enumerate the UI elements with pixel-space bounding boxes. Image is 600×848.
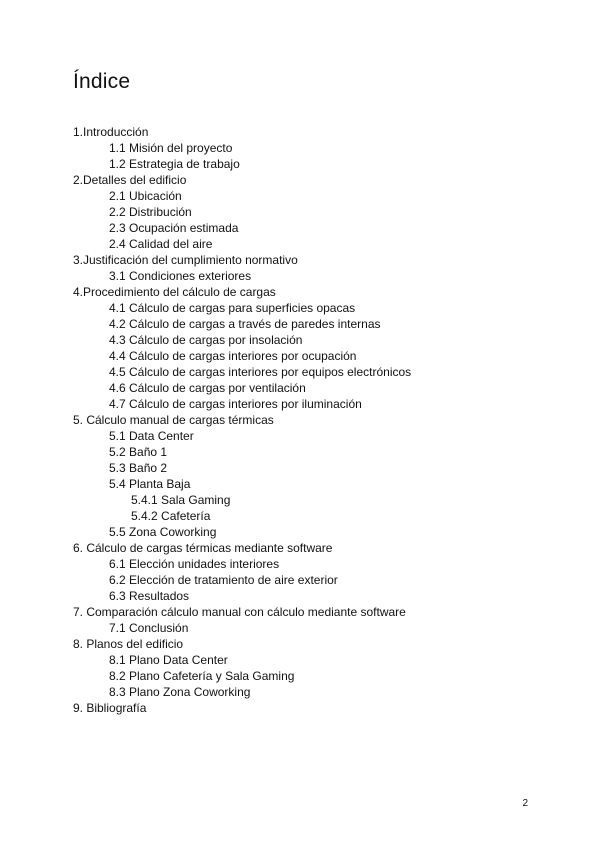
toc-entry: 4.7 Cálculo de cargas interiores por iluminación <box>109 397 362 411</box>
toc-entry: 4.Procedimiento del cálculo de cargas <box>73 285 276 299</box>
toc-entry: 4.5 Cálculo de cargas interiores por equipos electrónicos <box>109 365 412 379</box>
toc-entry: 8.3 Plano Zona Coworking <box>109 685 251 699</box>
toc-entry: 5.1 Data Center <box>109 429 194 443</box>
toc-entry: 2.Detalles del edificio <box>73 173 187 187</box>
toc-entry: 5.3 Baño 2 <box>109 461 168 475</box>
toc-entry: 8. Planos del edificio <box>73 637 184 651</box>
toc-entry: 4.3 Cálculo de cargas por insolación <box>109 333 303 347</box>
toc-entry: 5.4 Planta Baja <box>109 477 191 491</box>
toc-entry: 1.Introducción <box>73 125 149 139</box>
toc-entry: 8.2 Plano Cafetería y Sala Gaming <box>109 669 295 683</box>
toc-entry: 1.2 Estrategia de trabajo <box>109 157 240 171</box>
toc-entry: 5.4.2 Cafetería <box>131 509 211 523</box>
toc-entry: 4.2 Cálculo de cargas a través de paredes internas <box>109 317 381 331</box>
toc-entry: 4.4 Cálculo de cargas interiores por ocupación <box>109 349 357 363</box>
toc-entry: 2.2 Distribución <box>109 205 192 219</box>
toc-entry: 6.2 Elección de tratamiento de aire exterior <box>109 573 338 587</box>
toc-entry: 8.1 Plano Data Center <box>109 653 228 667</box>
toc-entry: 7. Comparación cálculo manual con cálculo mediante software <box>73 605 406 619</box>
toc-entry: 2.3 Ocupación estimada <box>109 221 239 235</box>
toc-entry: 2.4 Calidad del aire <box>109 237 213 251</box>
toc-entry: 5.2 Baño 1 <box>109 445 168 459</box>
toc-entry: 5. Cálculo manual de cargas térmicas <box>73 413 274 427</box>
toc-entry: 6. Cálculo de cargas térmicas mediante software <box>73 541 333 555</box>
page-title: Índice <box>73 70 131 93</box>
toc-entry: 4.1 Cálculo de cargas para superficies opacas <box>109 301 356 315</box>
toc-entry: 6.1 Elección unidades interiores <box>109 557 280 571</box>
table-of-contents <box>73 124 553 716</box>
toc-entry: 5.4.1 Sala Gaming <box>131 493 231 507</box>
toc-entry: 1.1 Misión del proyecto <box>109 141 233 155</box>
toc-entry: 3.Justificación del cumplimiento normativo <box>73 253 298 267</box>
toc-entry: 2.1 Ubicación <box>109 189 182 203</box>
toc-entry: 9. Bibliografía <box>73 701 147 715</box>
toc-entry: 4.6 Cálculo de cargas por ventilación <box>109 381 306 395</box>
toc-entry: 6.3 Resultados <box>109 589 190 603</box>
toc-entry: 5.5 Zona Coworking <box>109 525 217 539</box>
toc-entry: 7.1 Conclusión <box>109 621 189 635</box>
page-number: 2 <box>522 798 528 809</box>
toc-entry: 3.1 Condiciones exteriores <box>109 269 252 283</box>
